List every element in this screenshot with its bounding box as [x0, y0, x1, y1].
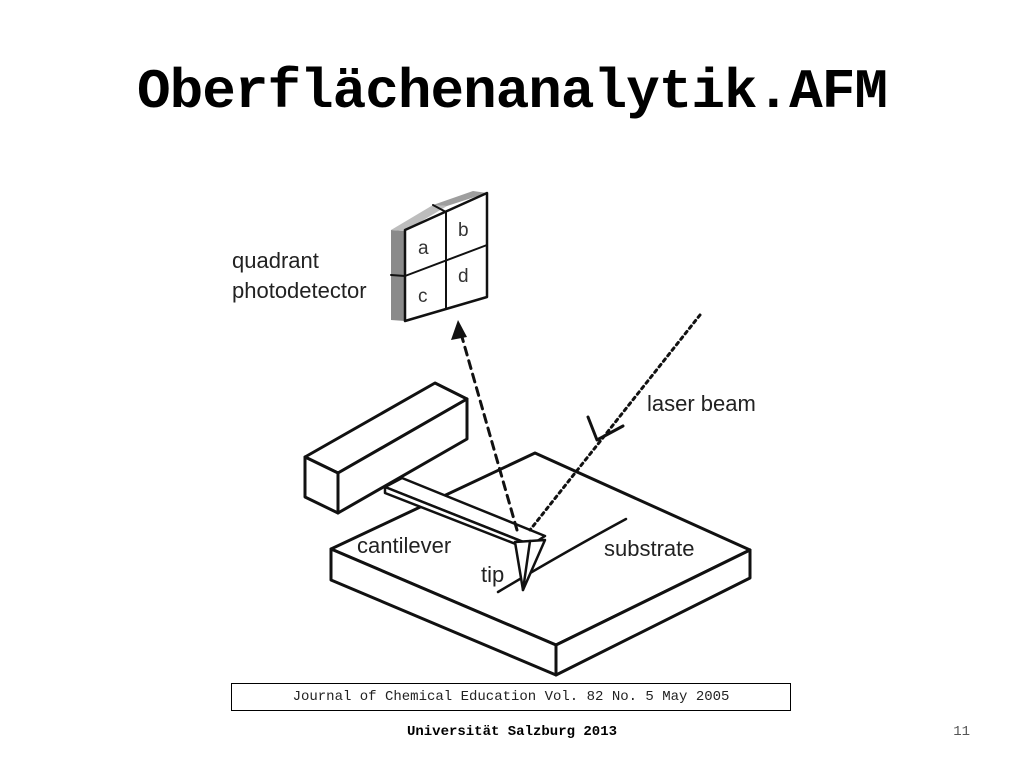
photodetector-label-line1: quadrant — [232, 248, 319, 273]
quadrant-photodetector — [391, 191, 487, 321]
quadrant-d-label: d — [458, 266, 469, 287]
quadrant-a-label: a — [418, 238, 429, 259]
reflected-arrowhead — [451, 320, 467, 340]
slide-title: Oberflächenanalytik.AFM — [137, 60, 887, 124]
photodetector-label-line2: photodetector — [232, 278, 367, 303]
tip-label: tip — [481, 562, 505, 587]
cantilever-label: cantilever — [357, 533, 452, 558]
laser-beam-label: laser beam — [647, 391, 756, 416]
quadrant-b-label: b — [458, 220, 469, 241]
citation: Journal of Chemical Education Vol. 82 No. 5 May 2005 — [231, 683, 791, 711]
quadrant-c-label: c — [418, 286, 428, 307]
footer: Universität Salzburg 2013 — [406, 724, 618, 740]
page-number: 11 — [953, 724, 970, 740]
substrate-label: substrate — [604, 536, 695, 561]
